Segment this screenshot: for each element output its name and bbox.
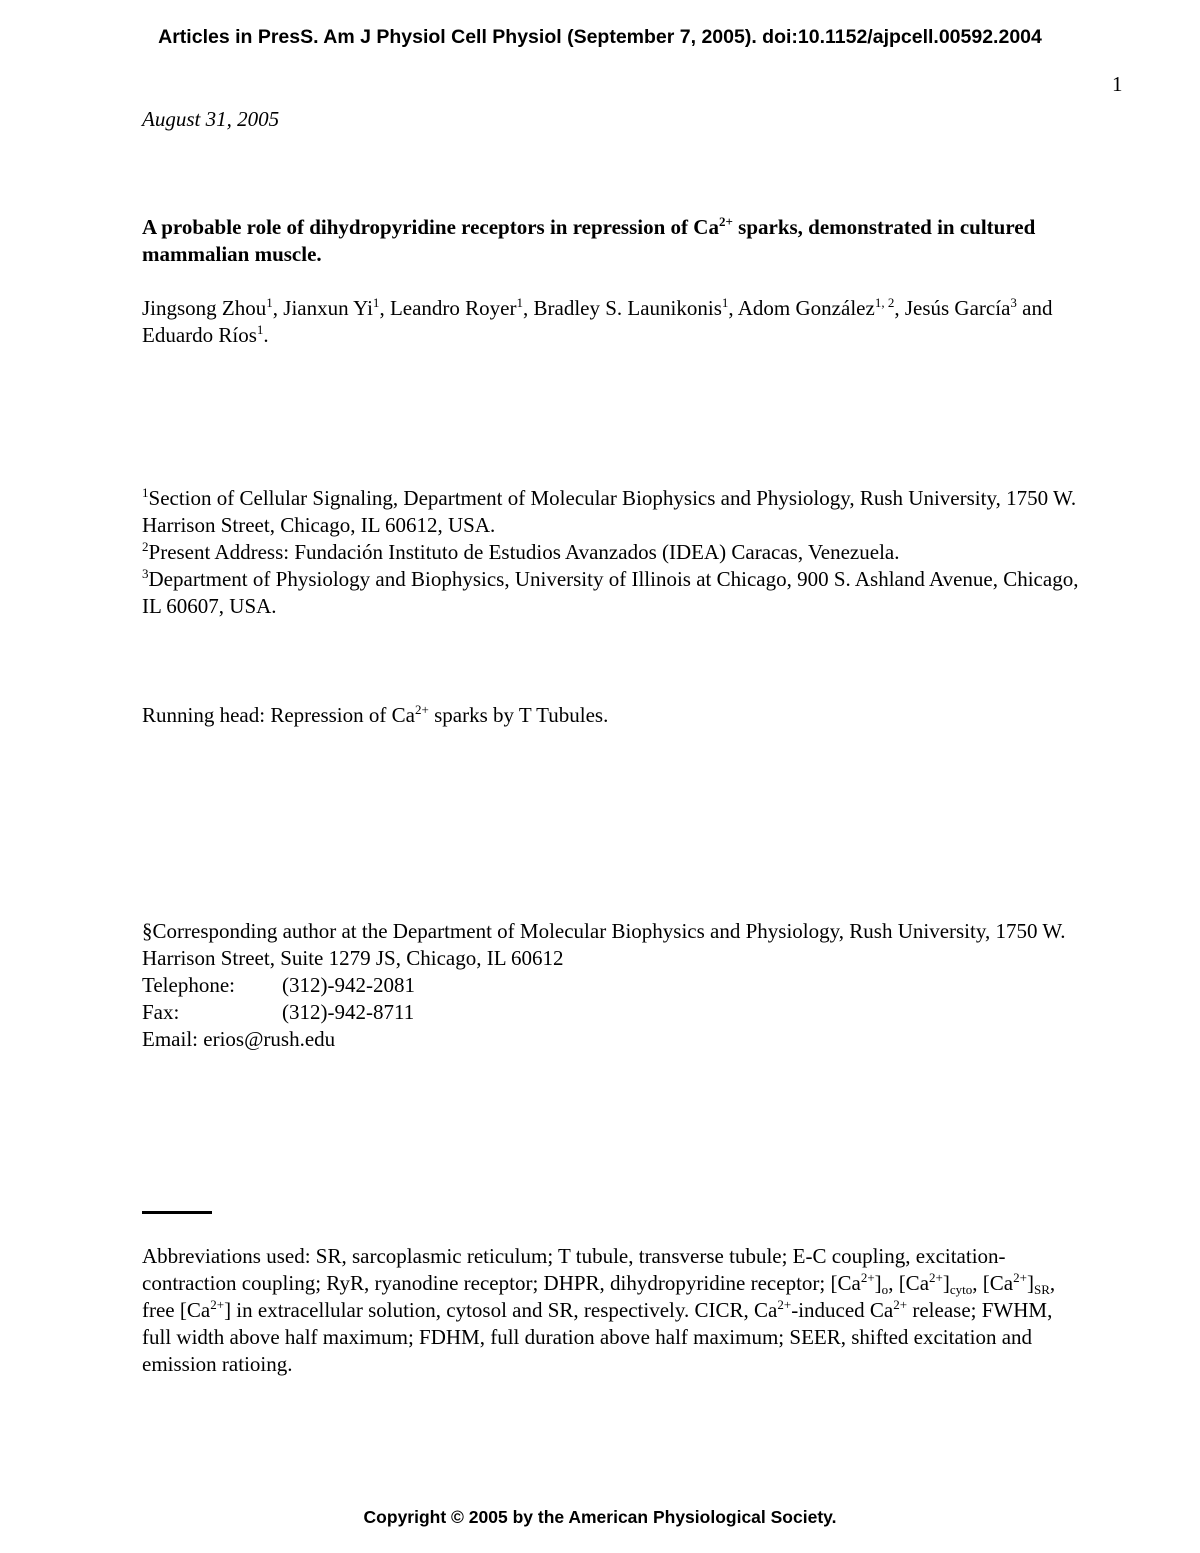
title-part-1: A probable role of dihydropyridine receptors in repression of Ca <box>142 215 719 239</box>
email-value[interactable]: erios@rush.edu <box>203 1027 336 1051</box>
title-part-2: sparks, demonstrated in cultured mammalian muscle. <box>142 215 1036 266</box>
fax-value: (312)-942-8711 <box>282 1000 415 1024</box>
telephone-label: Telephone: <box>142 973 235 997</box>
telephone-line <box>142 972 1082 999</box>
corresponding-author-block <box>142 918 1082 1053</box>
journal-header: Articles in PresS. Am J Physiol Cell Physiol (September 7, 2005). doi:10.1152/ajpcell.00592.2004 <box>158 26 1042 48</box>
author: Adom González$^{1, 2}$, <box>737 294 905 320</box>
author: Jingsong Zhou$^1$, <box>142 294 284 320</box>
telephone-value: (312)-942-2081 <box>282 973 415 997</box>
affiliation-list <box>142 485 1082 620</box>
email-line <box>142 1026 1082 1053</box>
paper-title <box>142 214 1082 267</box>
copyright-footer: Copyright © 2005 by the American Physiological Society. <box>363 1507 837 1527</box>
title-superscript: 2+ <box>718 213 733 229</box>
author: Bradley S. Launikonis$^1$, <box>533 294 738 320</box>
email-label: Email: <box>142 1027 198 1051</box>
footnote-divider <box>142 1211 212 1214</box>
fax-label: Fax: <box>142 1000 180 1024</box>
author: Jesús García$^3$ and <box>904 294 1053 320</box>
author-list <box>142 295 1082 349</box>
page-number: 1 <box>1112 72 1123 96</box>
running-head: Running head: Repression of $Ca^{2+}$ sparks by T Tubules. <box>142 701 609 727</box>
manuscript-date: August 31, 2005 <box>142 107 280 131</box>
affiliation-item: $^1$Section of Cellular Signaling, Department of Molecular Biophysics and Physiology, Rush University, 1750 W. Harrison Street, Chicago, IL 60612, USA. <box>142 484 1077 537</box>
corresponding-author-address: §Corresponding author at the Department of Molecular Biophysics and Physiology, Rush University, 1750 W. Harrison Street, Suite 1279 JS, Chicago, IL 60612 <box>142 919 1066 970</box>
author: Leandro Royer$^1$, <box>389 294 534 320</box>
author: Jianxun Yi$^1$, <box>283 294 390 320</box>
abbreviations-footnote: Abbreviations used: SR, sarcoplasmic reticulum; T tubule, transverse tubule; E-C coupling, excitation-contraction coupling; RyR, ryanodine receptor; DHPR, dihydropyridine receptor; $[Ca^{2+}]_o$, $[Ca^{2+}]_{cyto}$, $[Ca^{2+}]_{SR}$, free $[Ca^{2+}]$ in extracellular solution, cytosol and SR, respectively. CICR, $Ca^{2+}$-induced $Ca^{2+}$ release; FWHM, full width above half maximum; FDHM, full duration above half maximum; SEER, shifted excitation and emission ratioing. <box>142 1244 1056 1376</box>
author: Eduardo Ríos$^1$. <box>142 321 269 347</box>
fax-line <box>142 999 1082 1026</box>
affiliation-item: $^2$Present Address: Fundación Instituto de Estudios Avanzados (IDEA) Caracas, Venezuela. <box>142 538 900 564</box>
affiliation-item: $^3$Department of Physiology and Biophysics, University of Illinois at Chicago, 900 S. Ashland Avenue, Chicago, IL 60607, USA. <box>142 565 1079 618</box>
